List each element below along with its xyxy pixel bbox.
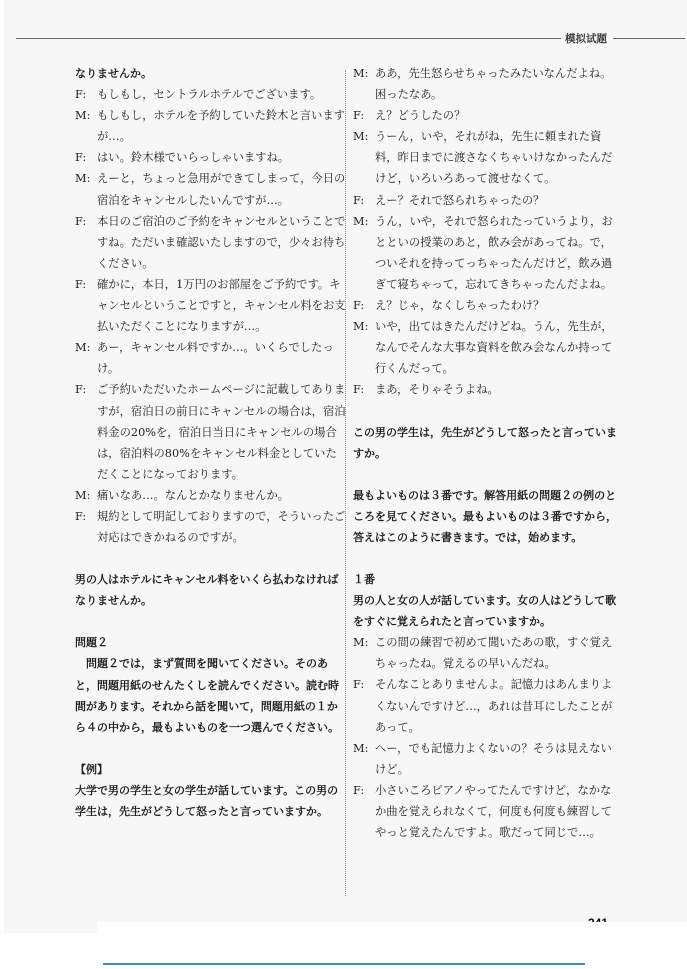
speaker: F:: [353, 383, 365, 397]
dialogue-line: M: えーと，ちょっと急用ができてしまって，今日の宿泊をキャンセルしたいんですが…。: [75, 168, 347, 210]
viewer-bottom-panel: [97, 922, 687, 969]
dialogue-line: F: ご予約いただいたホームページに記載してありますが，宿泊日の前日にキャンセルの場合は，宿泊料金の20%を，宿泊日当日にキャンセルの場合は，宿泊料の80%をキャンセル料金としていただくことになっております。: [75, 379, 347, 484]
right-column: [353, 63, 621, 843]
book-page: [4, 0, 687, 933]
page-header-title: 模拟试题: [565, 33, 607, 45]
speaker: F:: [75, 277, 87, 291]
speaker: M:: [75, 341, 91, 355]
example-question: この男の学生は，先生がどうして怒ったと言っていますか。: [353, 425, 617, 460]
section-title: 問題２: [75, 636, 108, 650]
dialogue-line: F: まあ，そりゃそうよね。: [353, 379, 621, 400]
dialogue-line: M: この間の練習で初めて聞いたあの歌，すぐ覚えちゃったね。覚えるの早いんだね。: [353, 632, 621, 674]
speaker: F:: [75, 88, 87, 102]
dialogue-line: F: 本日のご宿泊のご予約をキャンセルということですね。ただいま確認いたしますので，少々お待ちください。: [75, 211, 347, 274]
speaker: F:: [353, 299, 365, 313]
question-text: 男の人はホテルにキャンセル料をいくら払わなければなりませんか。: [75, 573, 339, 608]
speaker: F:: [75, 383, 87, 397]
dialogue-line: M: うん，いや，それで怒られたっていうより，おとといの授業のあと，飲み会があってね。で，ついそれを持ってっちゃったんだけど，飲み過ぎて寝ちゃって，忘れてきちゃったんだよね。: [353, 211, 621, 295]
dialogue-line: M: 痛いなあ…。なんとかなりませんか。: [75, 485, 347, 506]
header-rule: [16, 38, 561, 39]
dialogue-line: F: 規約として明記しておりますので，そういったご対応はできかねるのですが。: [75, 506, 347, 548]
dialogue-line: M: いや，出てはきたんだけどね。うん，先生が，なんでそんな大事な資料を飲み会なんか持って行くんだって。: [353, 316, 621, 379]
speaker: M:: [353, 741, 369, 755]
speaker: M:: [353, 214, 369, 228]
dialogue-line: M: あー，キャンセル料ですか…。いくらでしたっけ。: [75, 337, 347, 379]
dialogue-line: F: え？どうしたの？: [353, 105, 621, 126]
speaker: M:: [75, 488, 91, 502]
speaker: F:: [353, 193, 365, 207]
dialogue-line: F: もしもし，セントラルホテルでございます。: [75, 84, 347, 105]
speaker: F:: [75, 509, 87, 523]
example-answer: 最もよいものは３番です。解答用紙の問題２の例のところを見てください。最もよいものは３番ですから，答えはこのように書きます。では，始めます。: [353, 488, 617, 544]
dialogue-line: F: 確かに，本日，1万円のお部屋をご予約です。キャンセルということですと，キャンセル料をお支払いただくことになりますが…。: [75, 274, 347, 337]
speaker: F:: [75, 214, 87, 228]
dialogue-line: M: へー，でも記憶力よくないの？そうは見えないけど。: [353, 738, 621, 780]
speaker: M:: [75, 109, 91, 123]
example-label: 【例】: [75, 762, 108, 776]
item-title: １番: [353, 572, 375, 586]
speaker: M:: [353, 320, 369, 334]
dialogue-line: F: え？じゃ，なくしちゃったわけ？: [353, 295, 621, 316]
speaker: F:: [353, 109, 365, 123]
speaker: F:: [353, 678, 365, 692]
speaker: M:: [353, 67, 369, 80]
dialogue-line: M: もしもし，ホテルを予約していた鈴木と言いますが…。: [75, 105, 347, 147]
speaker: F:: [75, 151, 87, 165]
example-intro: 大学で男の学生と女の学生が話しています。この男の学生は，先生がどうして怒ったと言っていますか。: [75, 783, 339, 818]
item-intro: 男の人と女の人が話しています。女の人はどうして歌をすぐに覚えられたと言っていますか。: [353, 594, 617, 629]
dialogue-line: M: ああ，先生怒らせちゃったみたいなんだよね。困ったなあ。: [353, 63, 621, 105]
dialogue-line: F: はい。鈴木様でいらっしゃいますね。: [75, 147, 347, 168]
left-column: [75, 63, 347, 822]
dialogue-line: F: えー？それで怒られちゃったの？: [353, 190, 621, 211]
progress-line: [103, 963, 585, 965]
question-tail: なりませんか。: [75, 67, 152, 80]
dialogue-line: F: 小さいころピアノやってたんですけど，なかなか曲を覚えられなくて，何度も何度も練習してやっと覚えたんですよ。歌だって同じで…。: [353, 780, 621, 843]
header-rule: [613, 38, 685, 39]
speaker: M:: [75, 172, 91, 186]
section-instructions: 問題２では，まず質問を聞いてください。そのあと，問題用紙のせんたくしを読んでください。読む時間があります。それから話を聞いて，問題用紙の１から４の中から，最もよいものを一つ選んでください。: [75, 657, 339, 734]
dialogue-line: M: うーん，いや，それがね，先生に頼まれた資料，昨日までに渡さなくちゃいけなかったんだけど，いろいろあって渡せなくて。: [353, 126, 621, 189]
dialogue-line: F: そんなことありませんよ。記憶力はあんまりよくないんですけど…，あれは昔耳にしたことがあって。: [353, 674, 621, 737]
speaker: M:: [353, 130, 369, 144]
speaker: F:: [353, 783, 365, 797]
speaker: M:: [353, 636, 369, 650]
